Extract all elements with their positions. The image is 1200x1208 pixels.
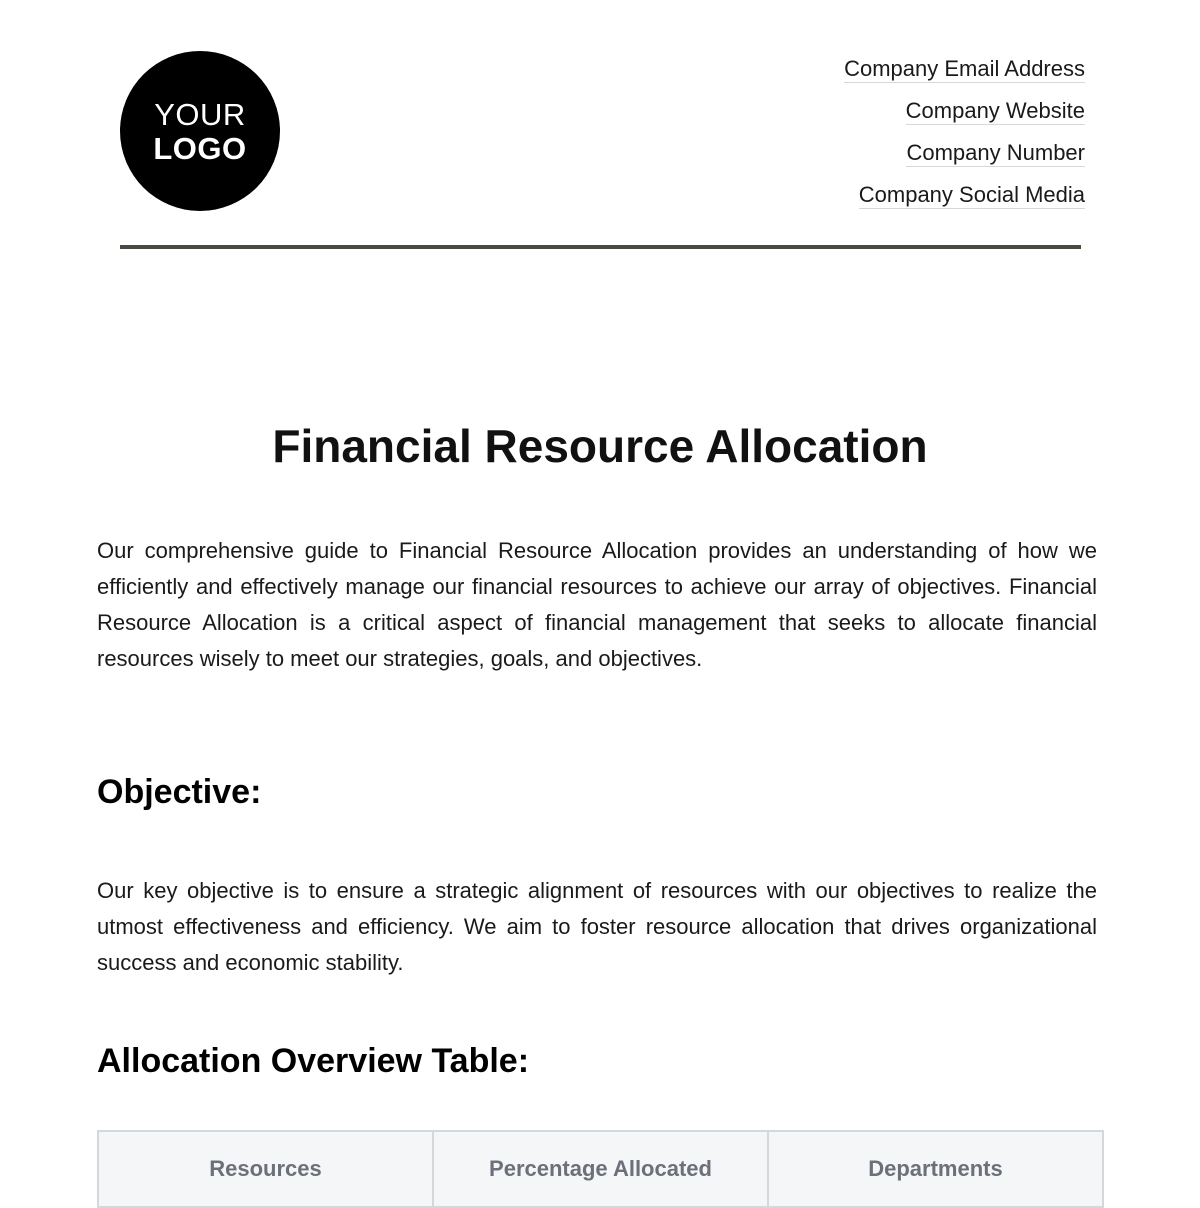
- allocation-overview-table: [97, 1130, 1104, 1208]
- company-number: [906, 138, 1085, 180]
- logo-text-logo: LOGO: [153, 130, 247, 166]
- company-social-media-text: Company Social Media: [858, 182, 1085, 207]
- allocation-overview-table-wrap: [97, 1130, 1104, 1208]
- logo-text-your: YOUR: [154, 96, 246, 132]
- column-header-resources: Resources: [98, 1131, 433, 1207]
- company-social-media: [859, 180, 1085, 222]
- company-email-text: Company Email Address: [844, 56, 1085, 81]
- company-number-text: Company Number: [906, 140, 1085, 165]
- document-title: Financial Resource Allocation: [272, 420, 928, 472]
- objective-heading: Objective:: [97, 773, 262, 811]
- column-header-percentage-allocated: Percentage Allocated: [433, 1131, 768, 1207]
- objective-paragraph: Our key objective is to ensure a strategic alignment of resources with our objectives to realize the utmost effectiveness and efficiency. We aim to foster resource allocation that drives organizational success and economic stability.: [97, 878, 1097, 975]
- table-header-row: [98, 1131, 1103, 1207]
- company-email: [844, 54, 1085, 96]
- company-website: [906, 96, 1085, 138]
- header-divider: [120, 245, 1081, 249]
- company-website-text: Company Website: [905, 98, 1085, 123]
- column-header-departments: Departments: [768, 1131, 1103, 1207]
- company-contact-block: [844, 54, 1085, 222]
- intro-paragraph: Our comprehensive guide to Financial Resource Allocation provides an understanding of how we efficiently and effectively manage our financial resources to achieve our array of objectives. Financial Resource Allocation is a critical aspect of financial management that seeks to allocate financial resources wisely to meet our strategies, goals, and objectives.: [97, 538, 1097, 671]
- company-logo: [120, 51, 280, 211]
- allocation-table-heading: Allocation Overview Table:: [97, 1042, 530, 1080]
